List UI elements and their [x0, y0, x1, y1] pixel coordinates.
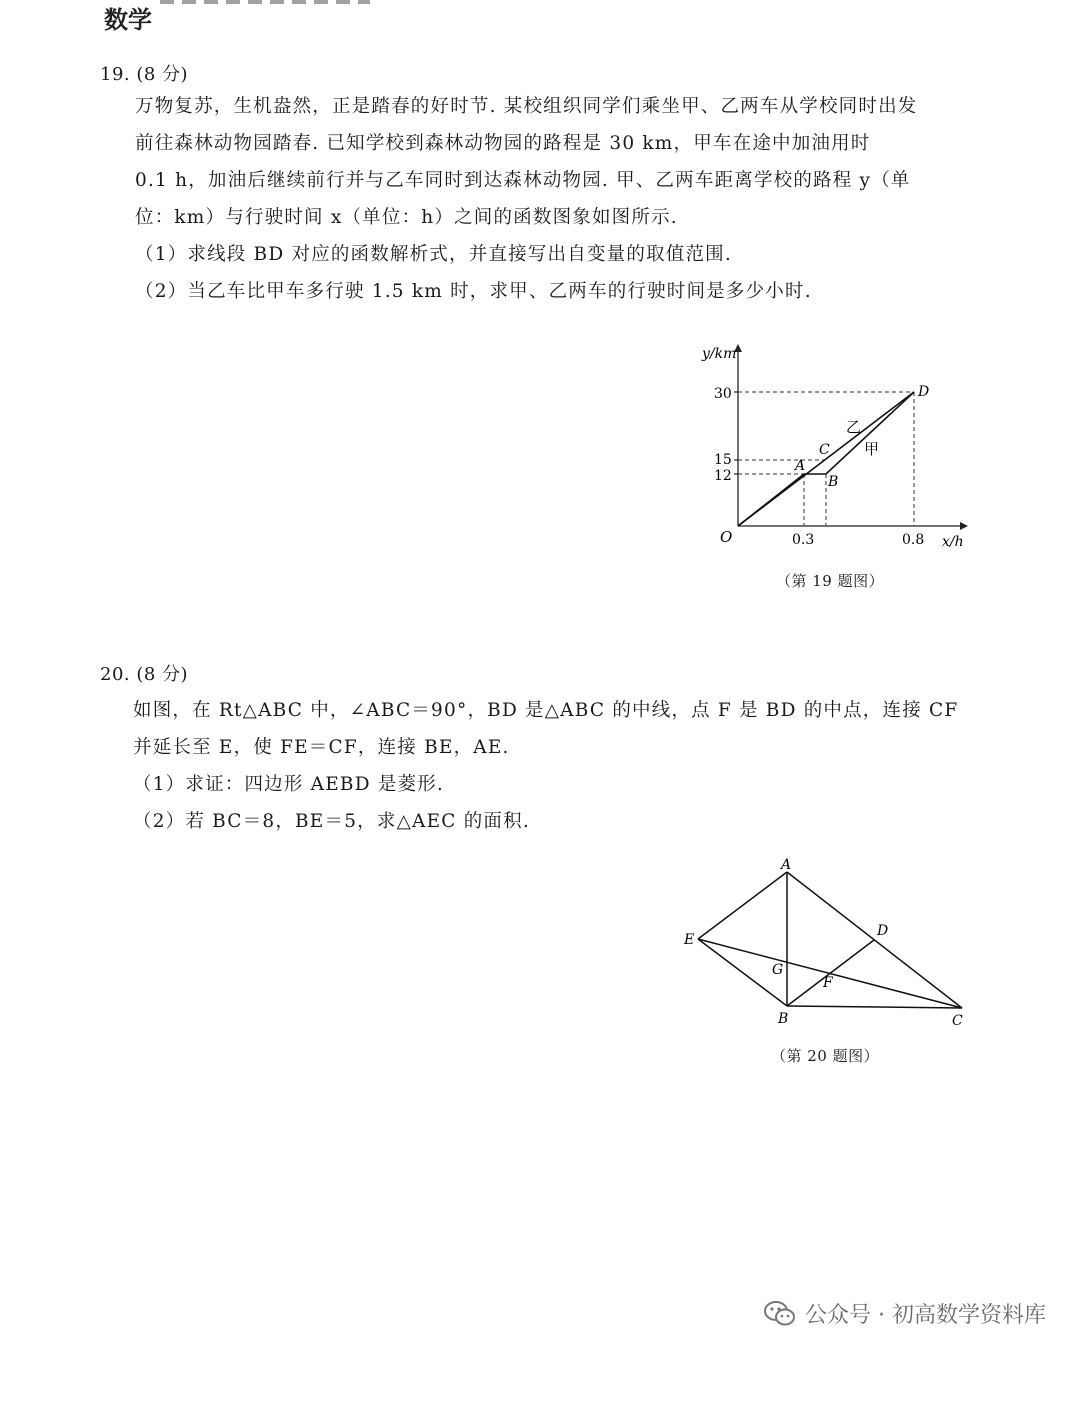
point-label-b: B — [828, 474, 839, 490]
x-axis-label: x/h — [942, 534, 964, 550]
x-tick-label: 0.3 — [792, 532, 815, 548]
point-label-a: A — [781, 857, 792, 873]
question-19-text — [135, 88, 995, 310]
figure-19-caption: （第 19 题图） — [776, 572, 885, 590]
x-axis-arrow-icon — [960, 522, 968, 530]
figure-20-caption: （第 20 题图） — [771, 1047, 880, 1065]
origin-label: O — [720, 528, 733, 546]
question-19-part-2: （2）当乙车比甲车多行驶 1.5 km 时，求甲、乙两车的行驶时间是多少小时. — [135, 281, 812, 302]
question-20-part-2: （2）若 BC＝8，BE＝5，求△AEC 的面积. — [133, 811, 530, 832]
question-20-number: 20. (8 分) — [100, 664, 189, 685]
question-19-number: 19. (8 分) — [100, 64, 189, 85]
y-axis-label: y/km — [702, 346, 737, 362]
y-tick-label: 30 — [714, 386, 732, 402]
question-19-line: 位：km）与行驶时间 x（单位：h）之间的函数图象如图所示. — [135, 207, 678, 228]
watermark-text: 公众号 · 初高数学资料库 — [805, 1303, 1046, 1328]
y-tick-label: 15 — [714, 452, 732, 468]
point-label-f: F — [823, 975, 833, 991]
point-label-d: D — [877, 923, 889, 939]
question-19-line: 前往森林动物园踏春. 已知学校到森林动物园的路程是 30 km，甲车在途中加油用时 — [135, 133, 871, 154]
question-20-line: 并延长至 E，使 FE＝CF，连接 BE，AE. — [133, 737, 510, 758]
watermark — [763, 1298, 1046, 1329]
page-subject: 数学 — [104, 6, 152, 34]
point-label-a: A — [795, 458, 806, 474]
point-label-d: D — [918, 384, 930, 400]
figure-19 — [690, 340, 980, 564]
point-label-c: C — [819, 442, 830, 458]
line-label-yi: 乙 — [846, 418, 862, 436]
header-cropped-text — [160, 0, 370, 4]
figure-20-diagram — [676, 855, 976, 1035]
question-20-part-1: （1）求证：四边形 AEBD 是菱形. — [133, 774, 445, 795]
point-label-e: E — [684, 932, 695, 948]
line-label-jia: 甲 — [864, 440, 880, 458]
figure-20 — [676, 855, 976, 1039]
question-20-text — [133, 692, 993, 840]
y-tick-label: 12 — [714, 468, 732, 484]
question-20-line: 如图，在 Rt△ABC 中，∠ABC＝90°，BD 是△ABC 的中线，点 F 是 BD 的中点，连接 CF — [133, 700, 959, 721]
question-19-line: 万物复苏，生机盎然，正是踏春的好时节. 某校组织同学们乘坐甲、乙两车从学校同时出发 — [135, 96, 918, 117]
point-label-g: G — [772, 962, 784, 978]
point-label-b: B — [778, 1011, 789, 1027]
question-19-line: 0.1 h，加油后继续前行并与乙车同时到达森林动物园. 甲、乙两车距离学校的路程 y（单 — [135, 170, 911, 191]
x-tick-label: 0.8 — [902, 532, 925, 548]
question-19-part-1: （1）求线段 BD 对应的函数解析式，并直接写出自变量的取值范围. — [135, 244, 732, 265]
figure-19-graph — [690, 340, 980, 560]
wechat-icon — [763, 1299, 797, 1329]
point-label-c: C — [952, 1013, 963, 1029]
